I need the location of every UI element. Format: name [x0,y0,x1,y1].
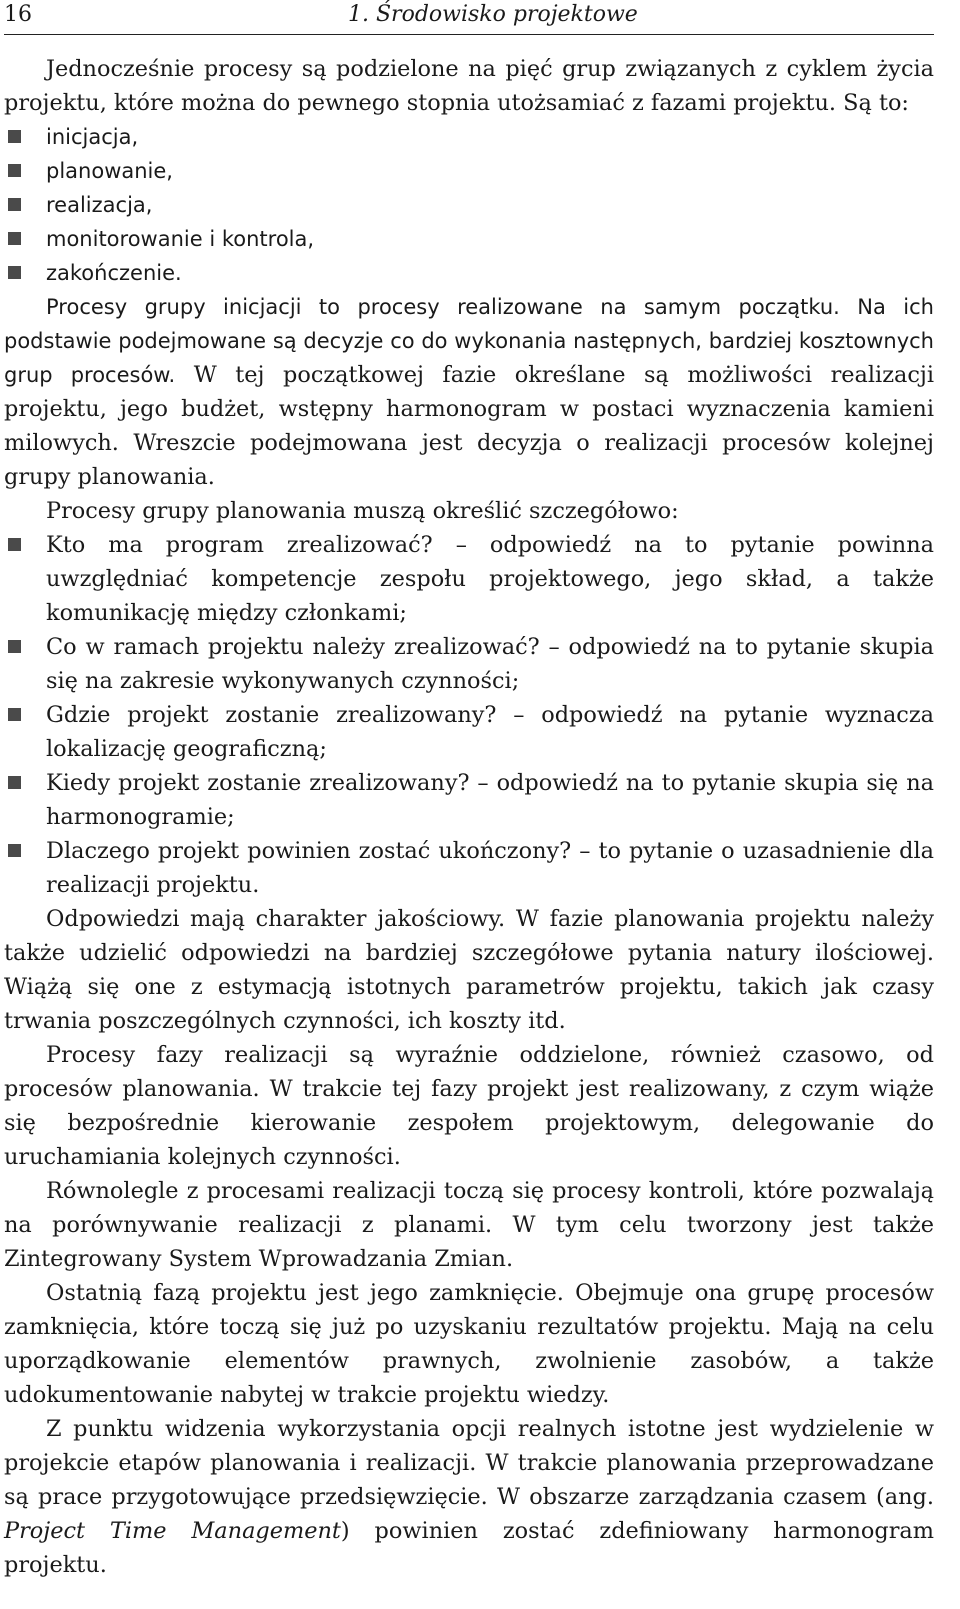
list-item [4,188,934,222]
list-item-text: Dlaczego projekt powinien zostać ukończony? – to pytanie o uzasadnienie dla realizacji projektu. [46,838,934,898]
list-item [4,120,934,154]
square-bullet-icon [8,266,21,279]
list-item [4,766,934,834]
page-header [4,0,934,35]
closing-text-end: ) powinien zostać zdefiniowany harmonogram projektu. [4,1518,934,1578]
list-item-text: Co w ramach projektu należy zrealizować? – odpowiedź na to pytanie skupia się na zakresie wykonywanych czynności; [46,634,934,694]
square-bullet-icon [8,130,21,143]
planning-questions-list [4,528,934,902]
body-paragraph: Odpowiedzi mają charakter jakościowy. W fazie planowania projektu należy także udzielić odpowiedzi na bardziej szczegółowe pytania natury ilościowej. Wiążą się one z estymacją istotnych parametrów projektu, takich jak czasy trwania poszczególnych czynności, ich koszty itd. [4,906,934,1034]
list-item-text: Gdzie projekt zostanie zrealizowany? – odpowiedź na pytanie wyznacza lokalizację geograficzną; [46,702,934,762]
running-title: 1. Środowisko projektowe [348,2,638,27]
body-paragraph: Ostatnią fazą projektu jest jego zamknięcie. Obejmuje ona grupę procesów zamknięcia, które toczą się już po uzyskaniu rezultatów projektu. Mają na celu uporządkowanie elementów prawnych, zwolnienie zasobów, a także udokumentowanie nabytej w trakcie projektu wiedzy. [4,1280,934,1408]
closing-paragraph [4,1412,934,1582]
list-item-text: Kiedy projekt zostanie zrealizowany? – odpowiedź na to pytanie skupia się na harmonogramie; [46,770,934,830]
list-item [4,528,934,630]
initiation-lead: Procesy grupy inicjacji to procesy realizowane na samym początku. Na ich podstawie podejmowane są decyzje co do wykonania następnych, bardziej kosztownych grup procesów. [4,295,934,387]
list-item [4,834,934,902]
list-item-text: zakończenie. [46,261,182,285]
page-body [4,52,934,1582]
square-bullet-icon [8,164,21,177]
list-item-text: monitorowanie i kontrola, [46,227,315,251]
square-bullet-icon [8,232,21,245]
list-item [4,698,934,766]
phases-list [4,120,934,290]
closing-italic-term: Project Time Management [4,1518,341,1544]
square-bullet-icon [8,776,21,789]
list-item-text: Kto ma program zrealizować? – odpowiedź na to pytanie powinna uwzględniać kompetencje zespołu projektowego, jego skład, a także komunikację między członkami; [46,532,934,626]
initiation-rest: W tej początkowej fazie określane są możliwości realizacji projektu, jego budżet, wstępny harmonogram w postaci wyznaczenia kamieni milowych. Wreszcie podejmowana jest decyzja o realizacji procesów kolejnej grupy planowania. [4,362,934,490]
list-item-text: inicjacja, [46,125,139,149]
planning-lead: Procesy grupy planowania muszą określić szczegółowo: [46,498,679,524]
body-paragraph: Procesy fazy realizacji są wyraźnie oddzielone, również czasowo, od procesów planowania. W trakcie tej fazy projekt jest realizowany, z czym wiąże się bezpośrednie kierowanie zespołem projektowym, delegowanie do uruchamiania kolejnych czynności. [4,1042,934,1170]
body-paragraph: Równolegle z procesami realizacji toczą się procesy kontroli, które pozwalają na porównywanie realizacji z planami. W tym celu tworzony jest także Zintegrowany System Wprowadzania Zmian. [4,1178,934,1272]
intro-paragraph: Jednocześnie procesy są podzielone na pięć grup związanych z cyklem życia projektu, które można do pewnego stopnia utożsamiać z fazami projektu. Są to: [4,56,934,116]
list-item [4,630,934,698]
square-bullet-icon [8,640,21,653]
square-bullet-icon [8,708,21,721]
list-item [4,256,934,290]
list-item [4,154,934,188]
square-bullet-icon [8,198,21,211]
initiation-paragraph [4,290,934,494]
square-bullet-icon [8,538,21,551]
list-item-text: planowanie, [46,159,173,183]
closing-text-start: Z punktu widzenia wykorzystania opcji realnych istotne jest wydzielenie w projekcie etapów planowania i realizacji. W trakcie planowania przeprowadzane są prace przygotowujące przedsięwzięcie. W obszarze zarządzania czasem (ang. [4,1416,934,1510]
page-number: 16 [4,2,32,27]
square-bullet-icon [8,844,21,857]
list-item [4,222,934,256]
list-item-text: realizacja, [46,193,153,217]
